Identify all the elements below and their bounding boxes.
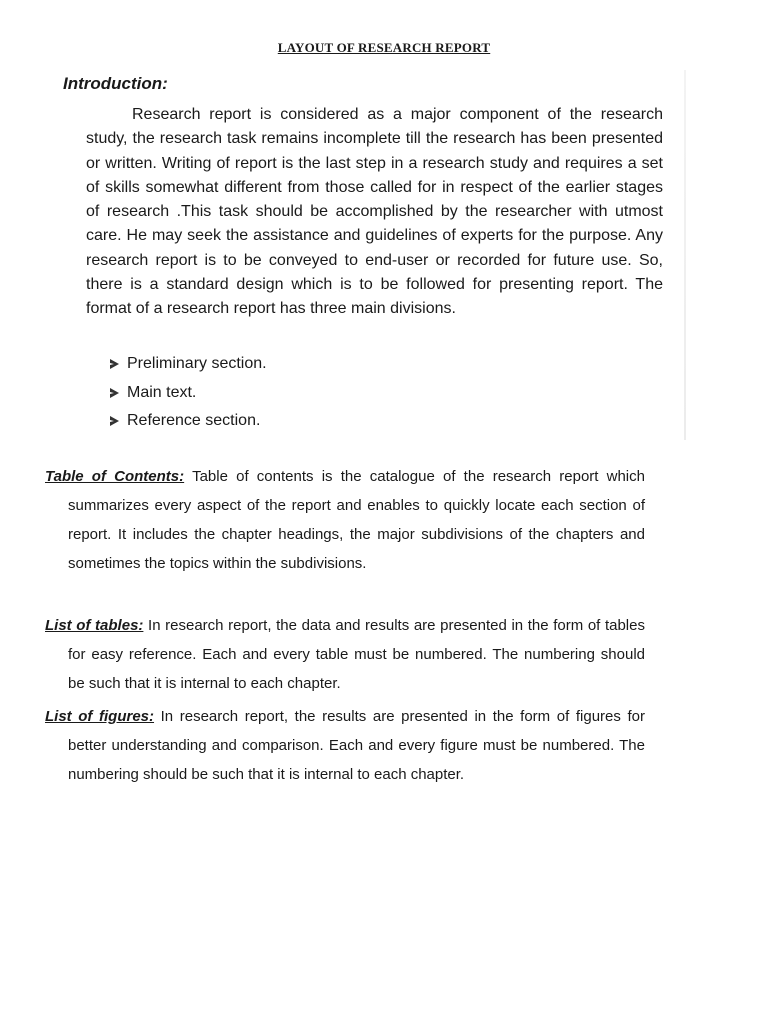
table-of-contents-section [45, 462, 645, 578]
introduction-heading: Introduction: [63, 74, 168, 93]
arrow-bullet-icon [110, 416, 119, 426]
page-title: LAYOUT OF RESEARCH REPORT [277, 40, 491, 55]
arrow-bullet-icon [110, 359, 119, 369]
arrow-bullet-icon [110, 388, 119, 398]
division-label: Preliminary section. [127, 355, 267, 373]
list-item [110, 379, 267, 408]
list-of-tables-text: In research report, the data and results are presented in the form of tables for easy reference. Each and every table must be numbered. The numbering should be such that it is internal to each chapter. [68, 617, 645, 692]
list-of-tables-term: List of tables: [45, 617, 144, 634]
list-of-figures-text: In research report, the results are presented in the form of figures for better understanding and comparison. Each and every figure must be numbered. The numbering should be such that it is internal to each chapter. [68, 708, 646, 783]
division-label: Reference section. [127, 412, 261, 430]
scan-edge-shadow [684, 70, 686, 440]
divisions-list [110, 350, 267, 436]
division-label: Main text. [127, 383, 197, 401]
list-of-tables-section [45, 611, 645, 698]
introduction-paragraph: Research report is considered as a major component of the research study, the research task remains incomplete till the research has been presented or written. Writing of report is the last step in a research study and requires a set of skills somewhat different from those called for in respect of the earlier stages of research .This task should be accomplished by the researcher with utmost care. He may seek the assistance and guidelines of experts for the purpose. Any research report is to be conveyed to end-user or recorded for future use. So, there is a standard design which is to be followed for presenting report. The format of a research report has three main divisions. [86, 106, 663, 318]
list-of-figures-section [45, 702, 645, 789]
list-item [110, 407, 267, 436]
list-item [110, 350, 267, 379]
table-of-contents-text: Table of contents is the catalogue of the research report which summarizes every aspect of the report and enables to quickly locate each section of report. It includes the chapter headings, the major subdivisions of the chapters and sometimes the topics within the subdivisions. [68, 468, 645, 572]
list-of-figures-term: List of figures: [45, 708, 155, 725]
table-of-contents-term: Table of Contents: [45, 468, 185, 485]
